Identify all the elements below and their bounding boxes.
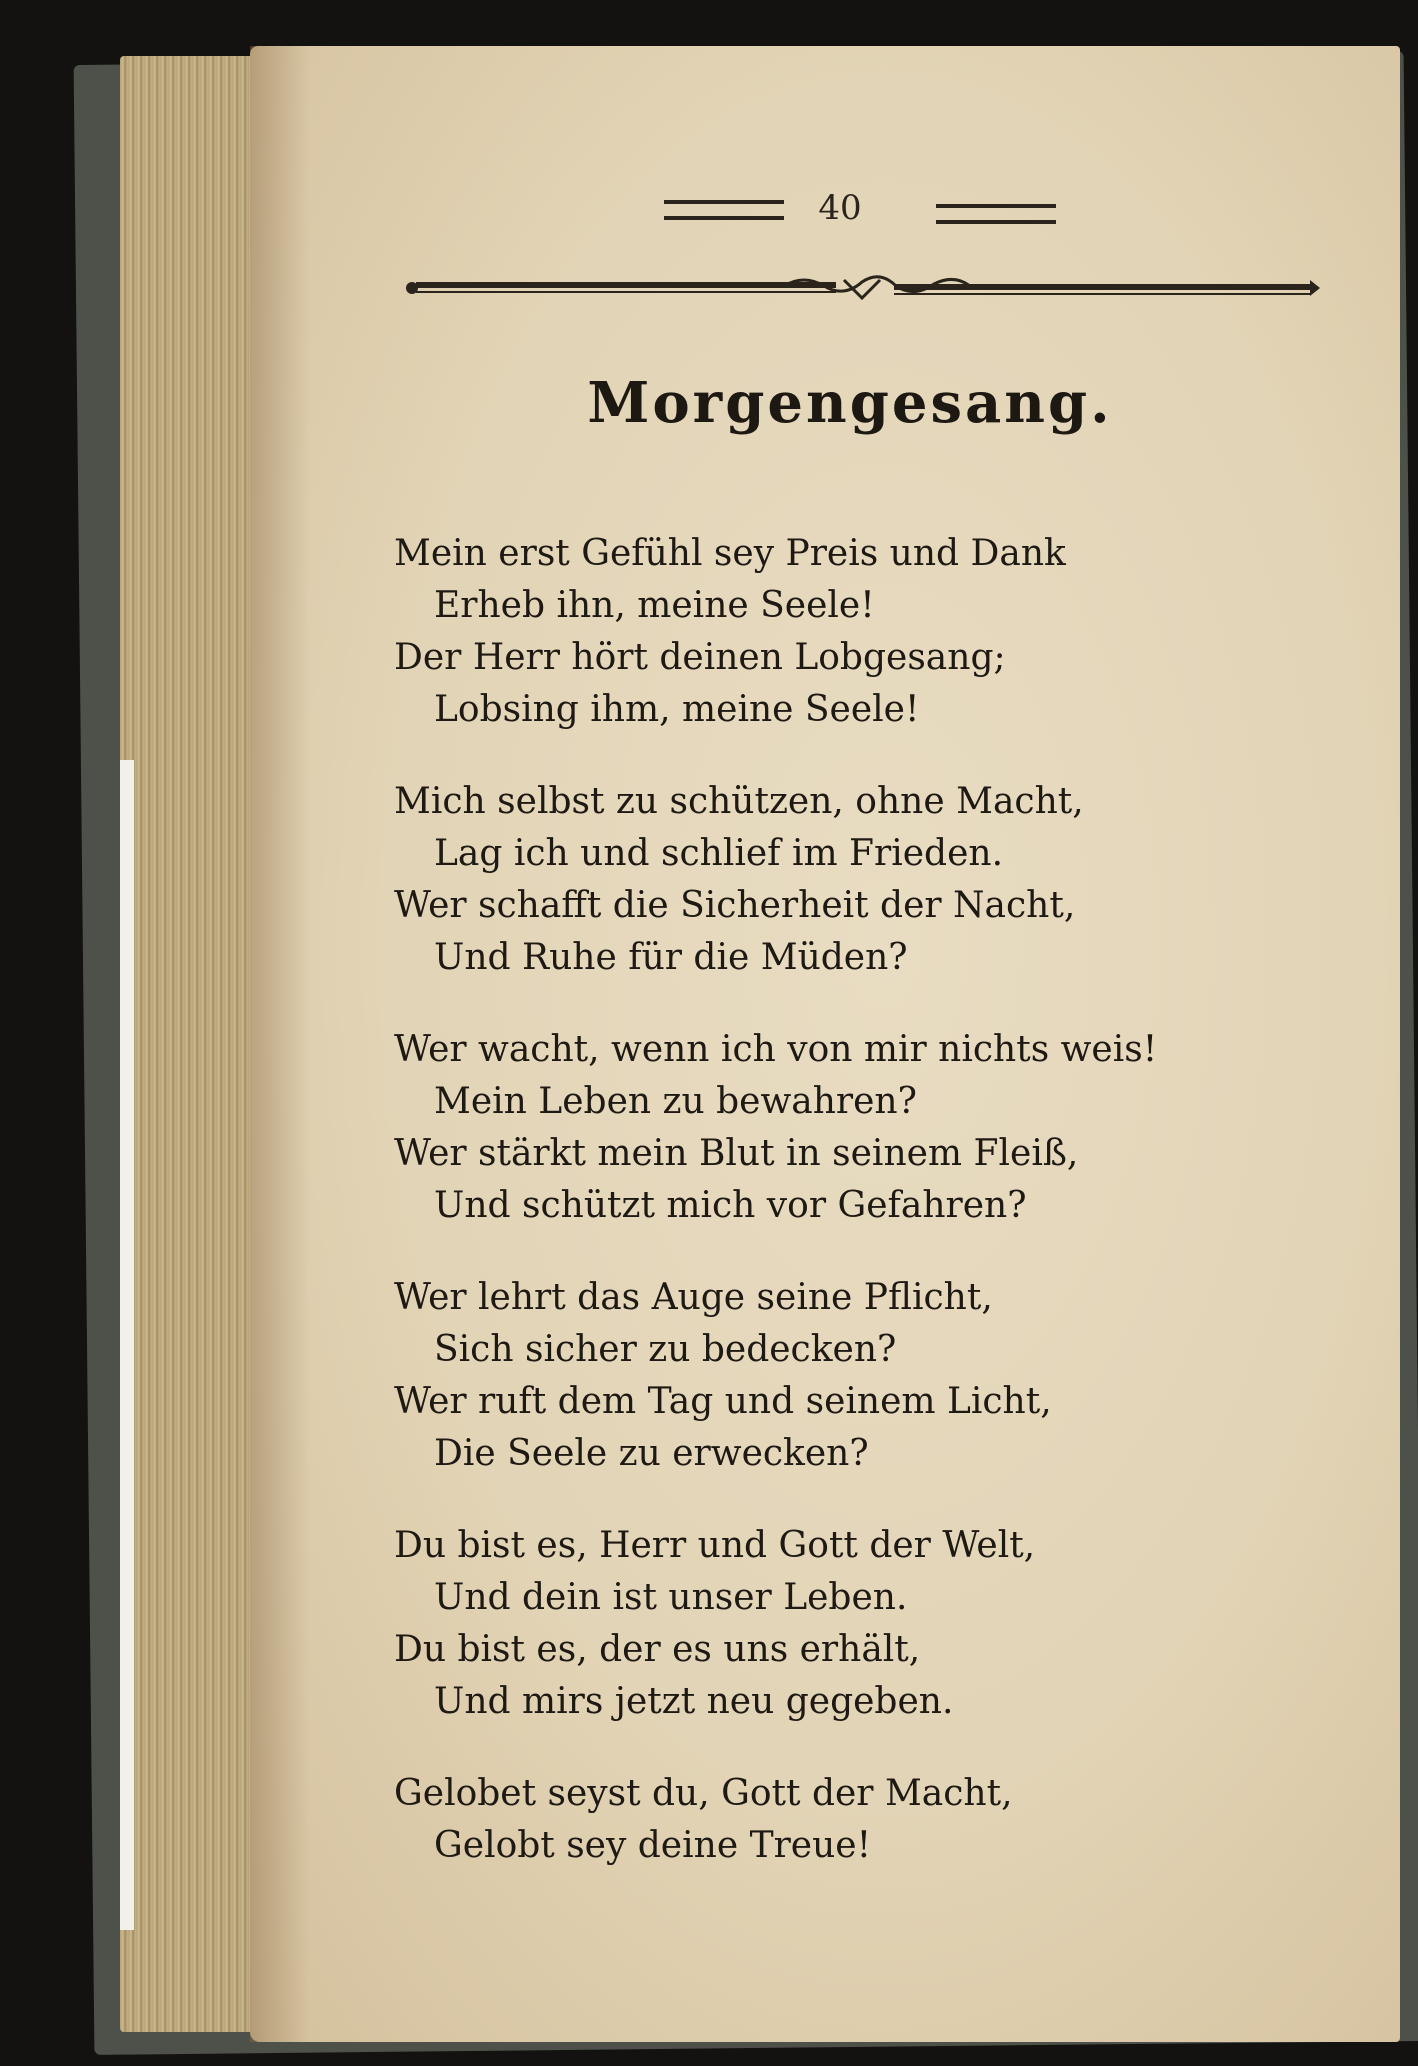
stanza-1 <box>394 528 1294 736</box>
poem-line: Du bist es, Herr und Gott der Welt, <box>394 1525 1036 1566</box>
poem-line: Mich selbst zu schützen, ohne Macht, <box>394 781 1084 822</box>
stanza-2 <box>394 776 1294 984</box>
ornamental-divider <box>404 268 1320 308</box>
stanza-5 <box>394 1520 1294 1728</box>
stanza-6 <box>394 1768 1294 1872</box>
stanza-4 <box>394 1272 1294 1480</box>
poem-line: Die Seele zu erwecken? <box>434 1433 869 1474</box>
poem-line: Erheb ihn, meine Seele! <box>434 585 875 626</box>
header-rule-right <box>936 204 1056 224</box>
page-edge-highlight <box>120 760 134 1930</box>
poem-line: Und Ruhe für die Müden? <box>434 937 908 978</box>
poem-line: Und dein ist unser Leben. <box>434 1577 908 1618</box>
poem-line: Wer schafft die Sicherheit der Nacht, <box>394 885 1076 926</box>
poem-line: Gelobt sey deine Treue! <box>434 1825 872 1866</box>
poem-title: Morgengesang. <box>587 370 1113 436</box>
poem-line: Wer ruft dem Tag und seinem Licht, <box>394 1381 1052 1422</box>
poem-line: Wer lehrt das Auge seine Pflicht, <box>394 1277 993 1318</box>
poem-line: Du bist es, der es uns erhält, <box>394 1629 921 1670</box>
page-number: 40 <box>818 188 862 228</box>
poem-line: Wer stärkt mein Blut in seinem Fleiß, <box>394 1133 1079 1174</box>
poem-line: Mein erst Gefühl sey Preis und Dank <box>394 533 1066 574</box>
poem-line: Und schützt mich vor Gefahren? <box>434 1185 1027 1226</box>
header-rule-left <box>664 200 784 220</box>
poem-line: Lobsing ihm, meine Seele! <box>434 689 920 730</box>
gutter-shadow <box>250 46 310 2042</box>
poem-line: Sich sicher zu bedecken? <box>434 1329 897 1370</box>
poem-line: Wer wacht, wenn ich von mir nichts weis! <box>394 1029 1158 1070</box>
poem-line: Mein Leben zu bewahren? <box>434 1081 917 1122</box>
poem-line: Lag ich und schlief im Frieden. <box>434 833 1004 874</box>
poem-body <box>394 528 1294 1912</box>
poem-line: Und mirs jetzt neu gegeben. <box>434 1681 954 1722</box>
poem-line: Der Herr hört deinen Lobgesang; <box>394 637 1006 678</box>
stanza-3 <box>394 1024 1294 1232</box>
page-edges <box>120 56 270 2032</box>
poem-line: Gelobet seyst du, Gott der Macht, <box>394 1773 1013 1814</box>
